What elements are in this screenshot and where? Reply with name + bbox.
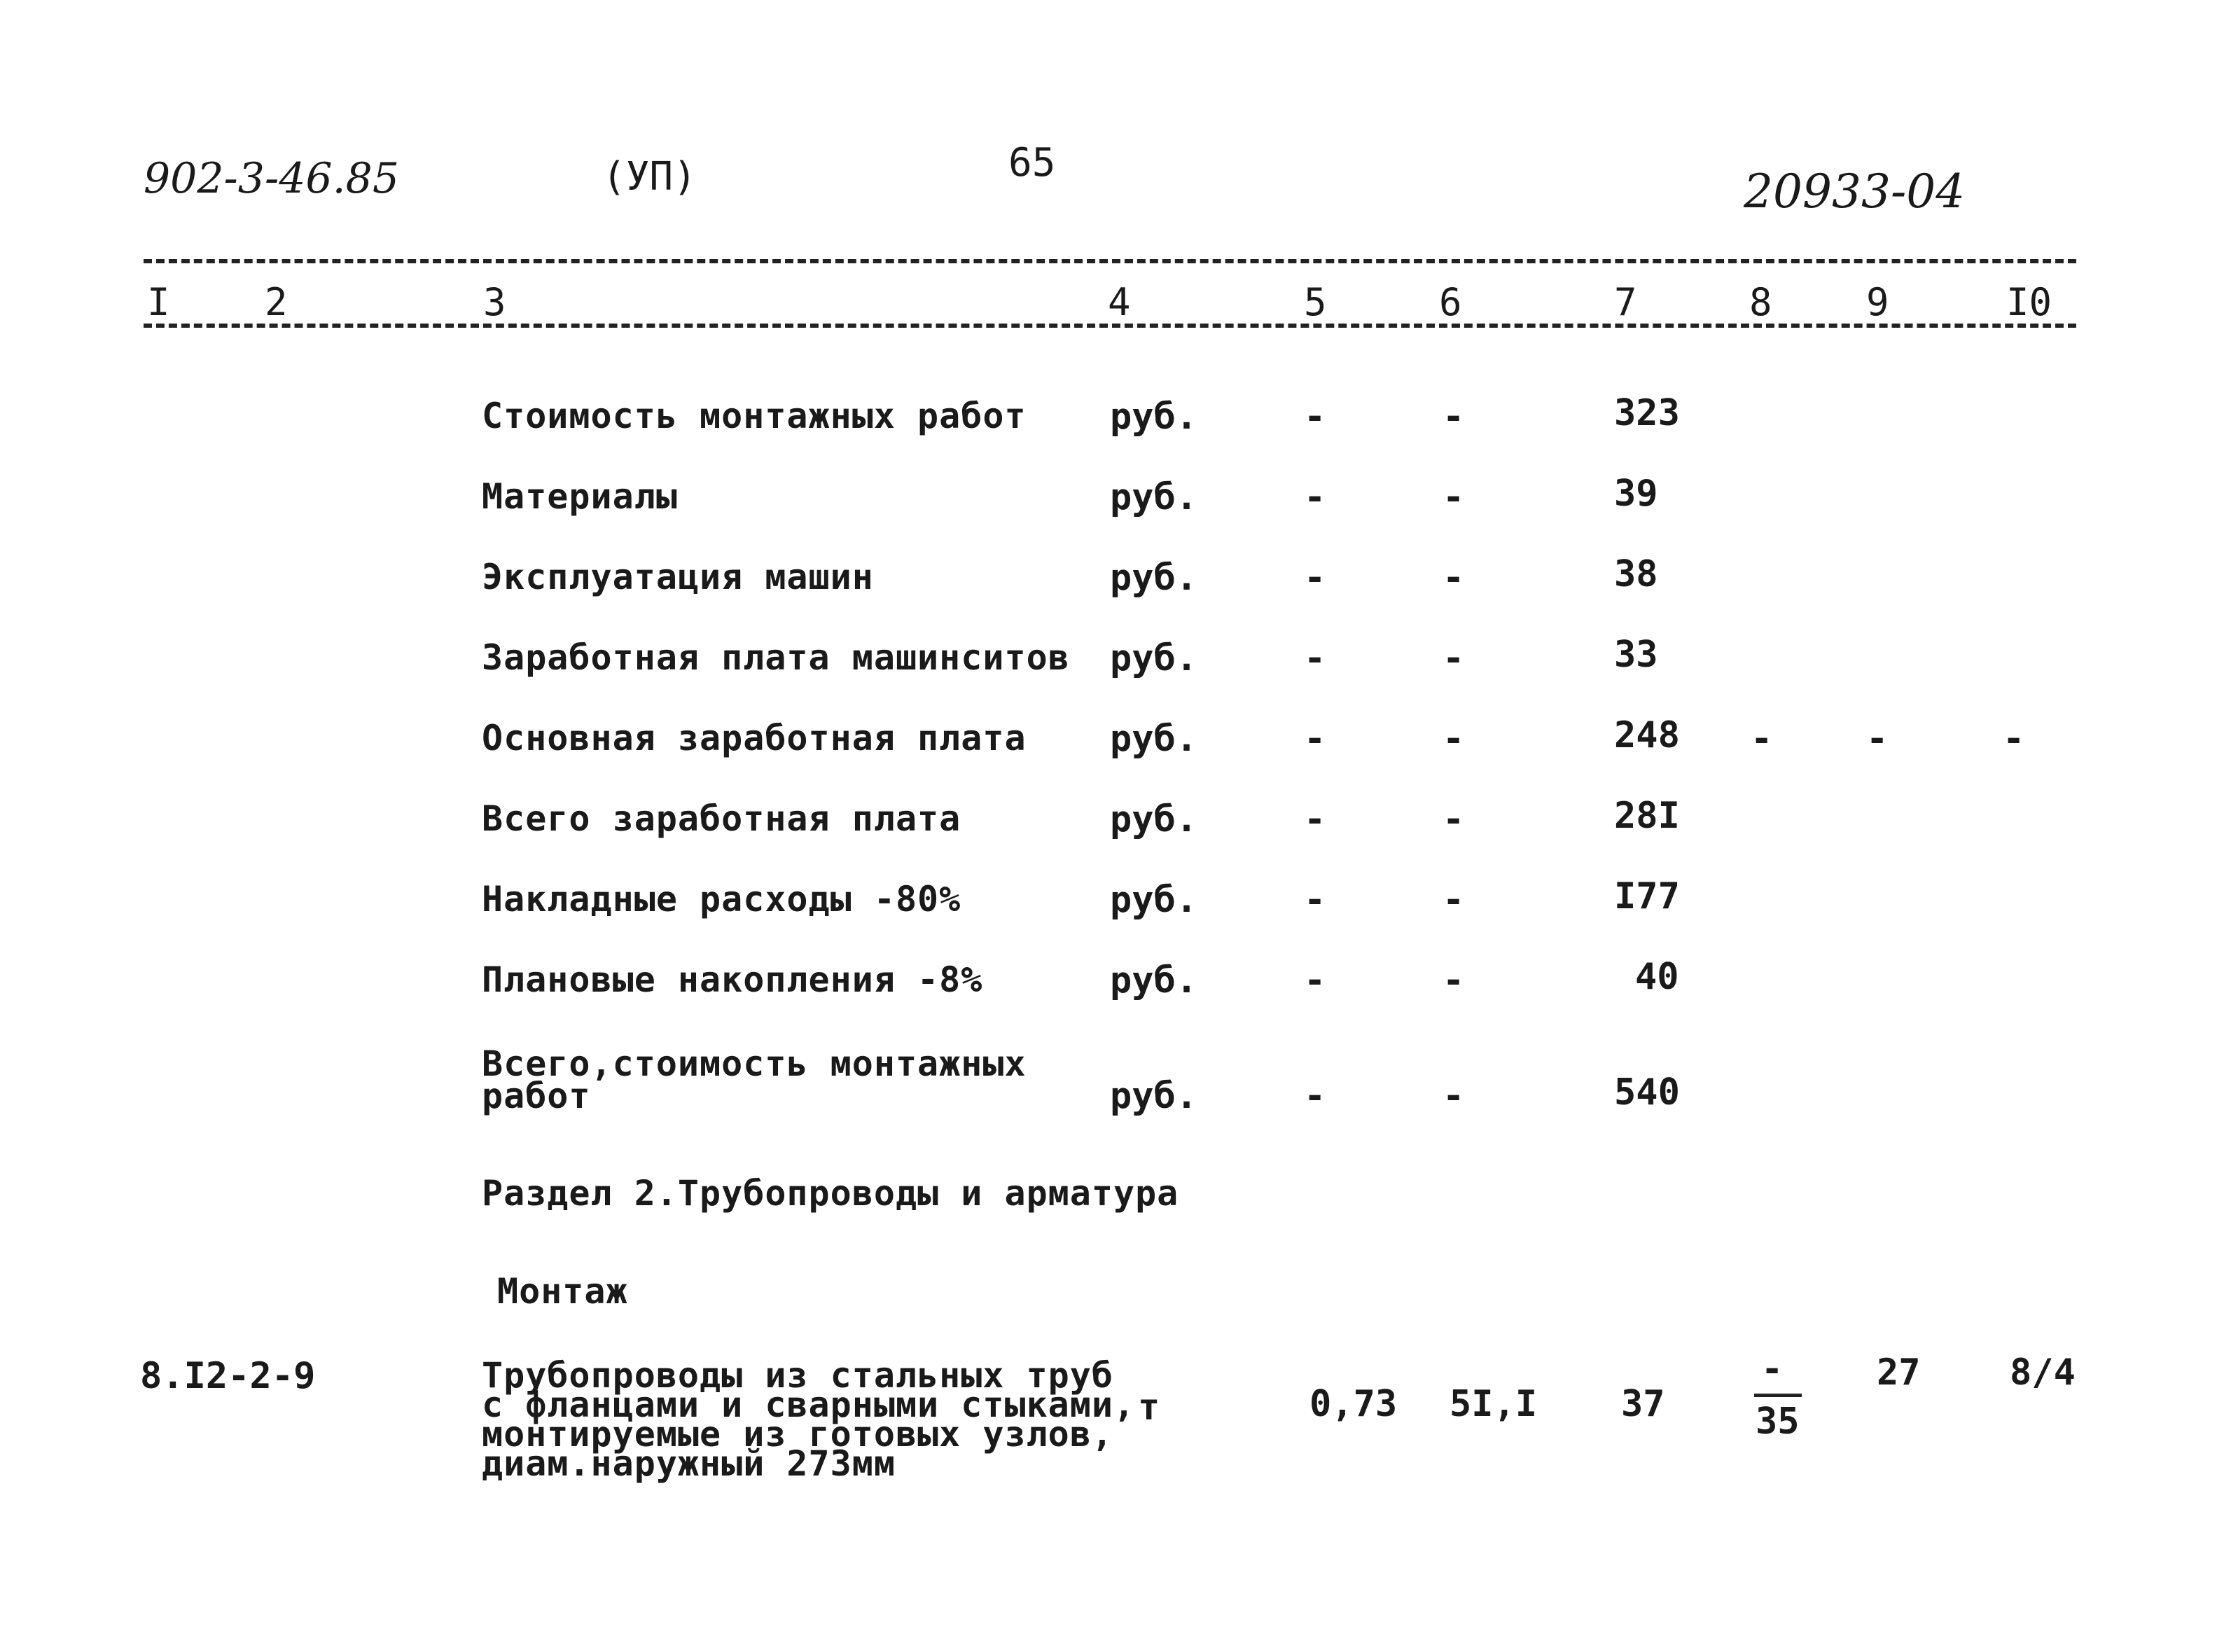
col-2: 2 <box>265 280 288 324</box>
row-unit: руб. <box>1110 879 1198 921</box>
row-col7: 28I <box>1614 795 1680 837</box>
row-col6: - <box>1443 476 1465 518</box>
col-6: 6 <box>1439 280 1462 324</box>
row-unit: руб. <box>1110 637 1198 679</box>
row-col5: - <box>1304 396 1326 438</box>
fraction-bar <box>1754 1394 1802 1397</box>
row-unit: руб. <box>1110 476 1198 518</box>
row-col5: - <box>1304 718 1326 760</box>
row-col9: - <box>1866 718 1889 760</box>
col-4: 4 <box>1108 280 1131 324</box>
item-col10: 8/4 <box>2010 1352 2076 1394</box>
row-unit: руб. <box>1110 396 1198 438</box>
col-5: 5 <box>1304 280 1327 324</box>
stamp-number: 20933-04 <box>1744 165 1966 218</box>
subsection-title: Монтаж <box>497 1271 628 1312</box>
col-1: I <box>147 280 170 324</box>
row-col7: 540 <box>1614 1071 1680 1113</box>
item-desc-line1: Трубопроводы из стальных труб <box>482 1355 1113 1396</box>
col-10: I0 <box>2006 280 2052 324</box>
row-col6: - <box>1443 557 1465 599</box>
row-col6: - <box>1443 1075 1465 1117</box>
item-unit: т <box>1138 1387 1160 1429</box>
row-col7: 39 <box>1614 473 1658 515</box>
row-name: Накладные расходы -80% <box>482 879 961 919</box>
header-bottom-rule <box>144 324 2076 328</box>
document-code: 902-3-46.85 <box>144 154 400 203</box>
row-name: Материалы <box>482 476 678 517</box>
section-title: Раздел 2.Трубопроводы и арматура <box>482 1173 1179 1214</box>
row-col7: 323 <box>1614 392 1680 434</box>
row-unit: руб. <box>1110 557 1198 599</box>
row-name: Заработная плата машинситов <box>482 637 1070 678</box>
item-col9: 27 <box>1877 1352 1921 1394</box>
row-col5: - <box>1304 959 1326 1001</box>
item-col8-bottom: 35 <box>1756 1401 1800 1443</box>
item-col5: 0,73 <box>1309 1383 1398 1425</box>
item-col7: 37 <box>1621 1383 1665 1425</box>
row-name-line2: работ <box>482 1076 591 1116</box>
row-col6: - <box>1443 879 1465 921</box>
row-name-line1: Всего,стоимость монтажных <box>482 1043 1027 1084</box>
row-col5: - <box>1304 1075 1326 1117</box>
row-unit: руб. <box>1110 1075 1198 1117</box>
item-desc-line3: монтируемые из готовых узлов, <box>482 1414 1113 1455</box>
section-label: (УП) <box>602 154 697 200</box>
col-8: 8 <box>1749 280 1772 324</box>
row-col7: 33 <box>1614 634 1658 676</box>
row-name: Эксплуатация машин <box>482 557 874 597</box>
item-desc-line2: с фланцами и сварными стыками, <box>482 1384 1136 1425</box>
row-unit: руб. <box>1110 718 1198 760</box>
item-desc-line4: диам.наружный 273мм <box>482 1443 896 1484</box>
item-col6: 5I,I <box>1450 1383 1538 1425</box>
row-col7: I77 <box>1614 875 1680 917</box>
row-col7: 40 <box>1635 956 1679 998</box>
row-col7: 38 <box>1614 553 1658 595</box>
row-col6: - <box>1443 718 1465 760</box>
page-number: 65 <box>1008 140 1056 186</box>
item-col8-top: - <box>1761 1348 1784 1390</box>
row-col5: - <box>1304 557 1326 599</box>
col-7: 7 <box>1614 280 1637 324</box>
row-unit: руб. <box>1110 959 1198 1001</box>
item-code: 8.I2-2-9 <box>140 1355 316 1397</box>
row-col6: - <box>1443 959 1465 1001</box>
row-name: Основная заработная плата <box>482 718 1027 758</box>
row-col10: - <box>2003 718 2025 760</box>
row-col6: - <box>1443 396 1465 438</box>
row-col7: 248 <box>1614 714 1680 756</box>
row-name: Стоимость монтажных работ <box>482 396 1027 436</box>
row-col8: - <box>1751 718 1773 760</box>
row-col5: - <box>1304 476 1326 518</box>
row-col6: - <box>1443 637 1465 679</box>
row-col6: - <box>1443 798 1465 840</box>
row-col5: - <box>1304 637 1326 679</box>
col-9: 9 <box>1866 280 1889 324</box>
col-3: 3 <box>483 280 506 324</box>
row-name: Плановые накопления -8% <box>482 959 983 1000</box>
header-top-rule <box>144 259 2076 263</box>
row-col5: - <box>1304 798 1326 840</box>
row-unit: руб. <box>1110 798 1198 840</box>
row-col5: - <box>1304 879 1326 921</box>
row-name: Всего заработная плата <box>482 798 961 839</box>
